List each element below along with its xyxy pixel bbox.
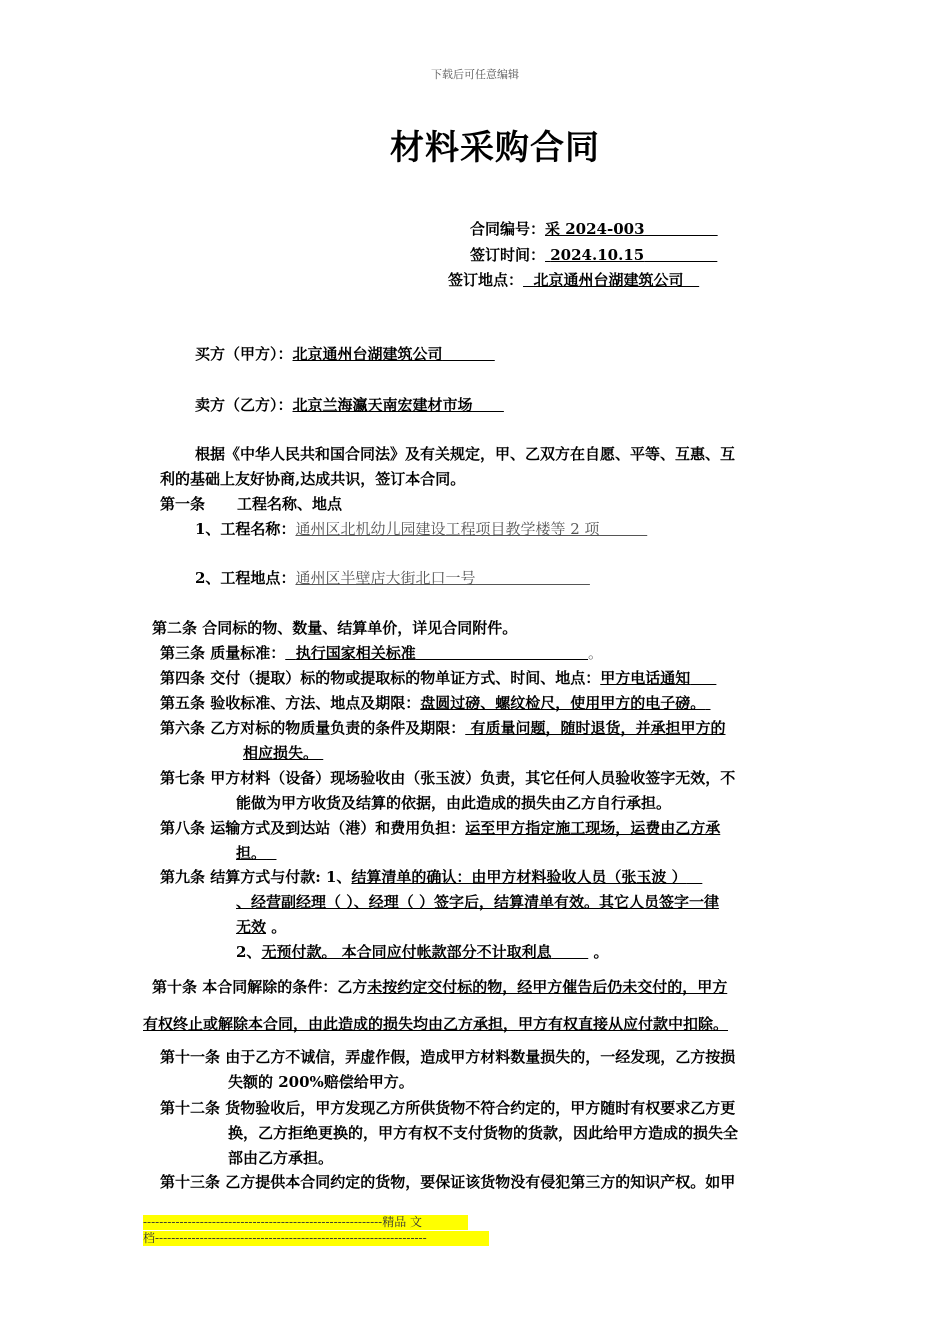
payment-terms: 无预付款。 本合同应付帐款部分不计取利息 — [261, 943, 552, 961]
quality-standard: 执行国家相关标准 — [295, 644, 416, 662]
footer-watermark-line-2: 档------------------------------------------------------------------- — [143, 1231, 489, 1246]
article-4 — [160, 667, 716, 688]
buyer-row — [195, 343, 495, 364]
article-5-label: 第五条 验收标准、方法、地点及期限： — [160, 694, 421, 712]
transport-terms-line-2: 担。 — [236, 844, 267, 862]
article-6 — [160, 717, 725, 738]
contract-number: 采 2024-003 — [545, 220, 645, 238]
footer-watermark-line-1: -----------------------------------------------------------精品 文 — [143, 1215, 468, 1230]
project-site-label: 2、工程地点： — [195, 569, 296, 587]
transport-terms-line-1: 运至甲方指定施工现场，运费由乙方承 — [465, 819, 721, 837]
contract-number-row — [470, 218, 718, 239]
sign-place-row — [448, 269, 699, 290]
article-7-line-2: 能做为甲方收货及结算的依据，由此造成的损失由乙方自行承担。 — [236, 794, 672, 812]
settlement-line-1: 结算清单的确认：由甲方材料验收人员（张玉波 ） — [351, 868, 687, 886]
buyer-name: 北京通州台湖建筑公司 — [292, 345, 443, 363]
buyer-label: 买方（甲方）： — [195, 345, 293, 363]
acceptance-standard: 盘圆过磅、螺纹检尺，使用甲方的电子磅。 — [420, 694, 706, 712]
quality-liability-line-2: 相应损失。 — [243, 744, 319, 762]
article-10-label: 第十条 本合同解除的条件：乙方 — [152, 978, 368, 996]
article-8-label: 第八条 运输方式及到达站（港）和费用负担： — [160, 819, 466, 837]
article-3 — [160, 642, 603, 663]
article-13-line-1: 第十三条 乙方提供本合同约定的货物，要保证该货物没有侵犯第三方的知识产权。如甲 — [160, 1173, 736, 1191]
article-4-label: 第四条 交付（提取）标的物或提取标的物单证方式、时间、地点： — [160, 669, 601, 687]
intro-line-2: 利的基础上友好协商,达成共识，签订本合同。 — [160, 470, 466, 488]
seller-row — [195, 394, 504, 415]
document-title: 材料采购合同 — [390, 128, 600, 168]
sign-date-label: 签订时间： — [470, 246, 546, 264]
sign-place-label: 签订地点： — [448, 271, 524, 289]
project-name-label: 1、工程名称： — [195, 520, 296, 538]
article-1-title: 工程名称、地点 — [237, 495, 343, 513]
sign-place: 北京通州台湖建筑公司 — [533, 271, 684, 289]
sign-date: 2024.10.15 — [550, 246, 645, 264]
article-9 — [160, 866, 702, 887]
article-6-label: 第六条 乙方对标的物质量负责的条件及期限： — [160, 719, 466, 737]
article-9-item-2 — [236, 941, 608, 962]
article-9-cont-1 — [236, 891, 719, 912]
article-6-cont — [243, 742, 323, 763]
article-8 — [160, 817, 720, 838]
article-10-cont — [143, 1013, 728, 1034]
contract-number-pad — [645, 220, 718, 238]
article-11-line-1: 第十一条 由于乙方不诚信，弄虚作假，造成甲方材料数量损失的，一经发现，乙方按损 — [160, 1048, 736, 1066]
article-12-line-2: 换，乙方拒绝更换的，甲方有权不支付货物的货款，因此给甲方造成的损失全 — [228, 1124, 739, 1142]
header-note: 下载后可任意编辑 — [431, 68, 519, 81]
project-name: 通州区北机幼儿园建设工程项目教学楼等 2 项 — [295, 520, 600, 538]
article-1-item-2 — [195, 567, 590, 588]
article-2: 第二条 合同标的物、数量、结算单价，详见合同附件。 — [152, 619, 518, 637]
sign-date-row — [470, 244, 717, 265]
article-3-tail: 。 — [588, 644, 604, 662]
article-9-cont-2 — [236, 916, 286, 937]
article-9-label: 第九条 结算方式与付款: 1、 — [160, 868, 352, 886]
settlement-line-3-tail: 。 — [266, 918, 287, 936]
article-11-line-2: 失额的 200%赔偿给甲方。 — [228, 1073, 414, 1091]
article-7-line-1: 第七条 甲方材料（设备）现场验收由（张玉波）负责，其它任何人员验收签字无效，不 — [160, 769, 736, 787]
article-1-number: 第一条 — [160, 495, 206, 513]
contract-number-label: 合同编号： — [470, 220, 546, 238]
article-1-heading — [160, 493, 342, 514]
intro-line-1: 根据《中华人民共和国合同法》及有关规定，甲、乙双方在自愿、平等、互惠、互 — [195, 445, 736, 463]
settlement-line-3: 无效 — [236, 918, 267, 936]
article-1-item-1 — [195, 518, 647, 539]
settlement-line-2: 、经营副经理（ ）、经理（ ）签字后，结算清单有效。其它人员签字一律 — [236, 893, 719, 911]
article-8-cont — [236, 842, 276, 863]
delivery-method: 甲方电话通知 — [600, 669, 691, 687]
termination-line-2: 有权终止或解除本合同，由此造成的损失均由乙方承担，甲方有权直接从应付款中扣除。 — [143, 1015, 729, 1033]
termination-line-1: 未按约定交付标的物，经甲方催告后仍未交付的，甲方 — [367, 978, 728, 996]
seller-name: 北京兰海瀛天南宏建材市场 — [292, 396, 473, 414]
payment-terms-tail: 。 — [593, 943, 609, 961]
article-10 — [152, 976, 727, 997]
seller-label: 卖方（乙方）： — [195, 396, 293, 414]
article-3-label: 第三条 质量标准： — [160, 644, 286, 662]
article-5 — [160, 692, 710, 713]
project-site: 通州区半壁店大街北口一号 — [295, 569, 476, 587]
payment-item-label: 2、 — [236, 943, 262, 961]
quality-liability-line-1: 有质量问题，随时退货，并承担甲方的 — [470, 719, 726, 737]
article-12-line-1: 第十二条 货物验收后，甲方发现乙方所供货物不符合约定的，甲方随时有权要求乙方更 — [160, 1099, 736, 1117]
article-12-line-3: 部由乙方承担。 — [228, 1149, 334, 1167]
